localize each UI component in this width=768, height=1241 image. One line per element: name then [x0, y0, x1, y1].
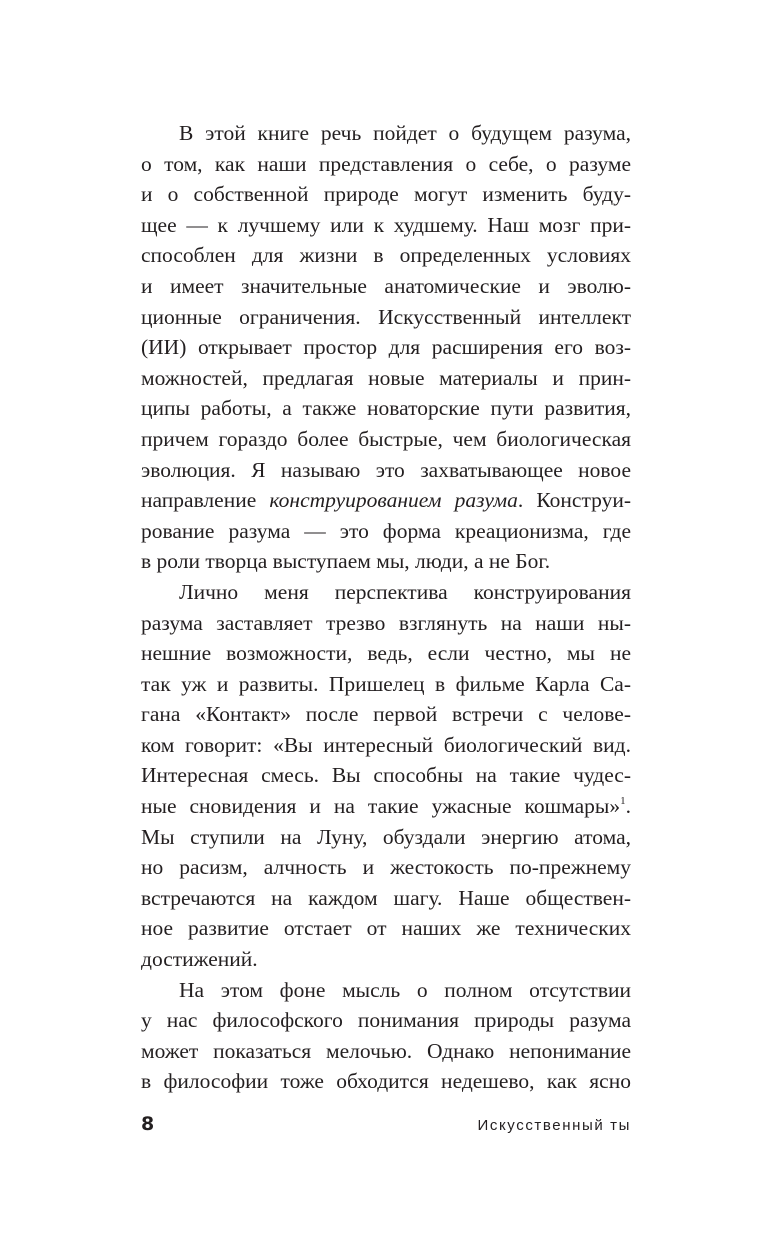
text-line: нешние возможности, ведь, если честно, мы не [141, 641, 631, 666]
text-run: . [625, 794, 631, 819]
text-line: способлен для жизни в определенных условиях [141, 243, 631, 268]
text-line: эволюция. Я называю это захватывающее новое [141, 457, 631, 482]
running-title: Искусственный ты [477, 1117, 631, 1134]
text-line: (ИИ) открывает простор для расширения его воз- [141, 335, 631, 360]
text-line: встречаются на каждом шагу. Наше обществен- [141, 885, 631, 910]
text-line: В этой книге речь пойдет о будущем разума, [179, 121, 631, 145]
italic-term: конструированием разума [269, 488, 518, 513]
text-run: . Конструи- [517, 488, 631, 513]
text-line: ципы работы, а также новаторские пути развития, [141, 396, 631, 421]
text-line: Лично меня перспектива конструирования [179, 579, 631, 604]
text-line: можностей, предлагая новые материалы и прин- [141, 365, 631, 390]
text-line: и имеет значительные анатомические и эволю- [141, 273, 631, 298]
text-line-with-footnote [141, 791, 631, 822]
body-text [141, 118, 631, 1097]
text-line: о том, как наши представления о себе, о разуме [141, 151, 631, 176]
text-line: в философии тоже обходится недешево, как ясно [141, 1069, 631, 1094]
text-line: Интересная смесь. Вы способны на такие чудес- [141, 763, 631, 788]
text-run: ные сновидения и на такие ужасные кошмары» [141, 794, 621, 819]
text-line: щее — к лучшему или к худшему. Наш мозг при- [141, 212, 631, 237]
text-run: направление [141, 488, 270, 513]
text-line: но расизм, алчность и жестокость по-прежнему [141, 855, 631, 880]
text-line: причем гораздо более быстрые, чем биологическая [141, 426, 631, 451]
paragraph-3 [141, 975, 631, 1097]
paragraph-2 [141, 577, 631, 975]
footnote-marker[interactable]: 1 [620, 795, 626, 808]
text-line: и о собственной природе могут изменить буду- [141, 182, 631, 207]
text-line: достижений. [141, 947, 258, 972]
text-line-with-italic [141, 485, 631, 516]
text-line: так уж и развиты. Пришелец в фильме Карла Са- [141, 671, 631, 696]
text-line: ное развитие отстает от наших же технических [141, 916, 631, 941]
text-line: ционные ограничения. Искусственный интеллект [141, 304, 631, 329]
text-line: в роли творца выступаем мы, люди, а не Бог. [141, 549, 551, 574]
text-line: рование разума — это форма креационизма, где [141, 518, 631, 543]
text-line: На этом фоне мысль о полном отсутствии [179, 977, 631, 1002]
text-line: гана «Контакт» после первой встречи с челове- [141, 702, 631, 727]
text-line: у нас философского понимания природы разума [141, 1008, 631, 1033]
page-number: 8 [141, 1113, 155, 1135]
paragraph-1 [141, 118, 631, 577]
text-line: может показаться мелочью. Однако непонимание [141, 1038, 631, 1063]
text-line: Мы ступили на Луну, обуздали энергию атома, [141, 824, 631, 849]
text-line: ком говорит: «Вы интересный биологический вид. [141, 732, 631, 757]
text-line: разума заставляет трезво взглянуть на наши ны- [141, 610, 631, 635]
